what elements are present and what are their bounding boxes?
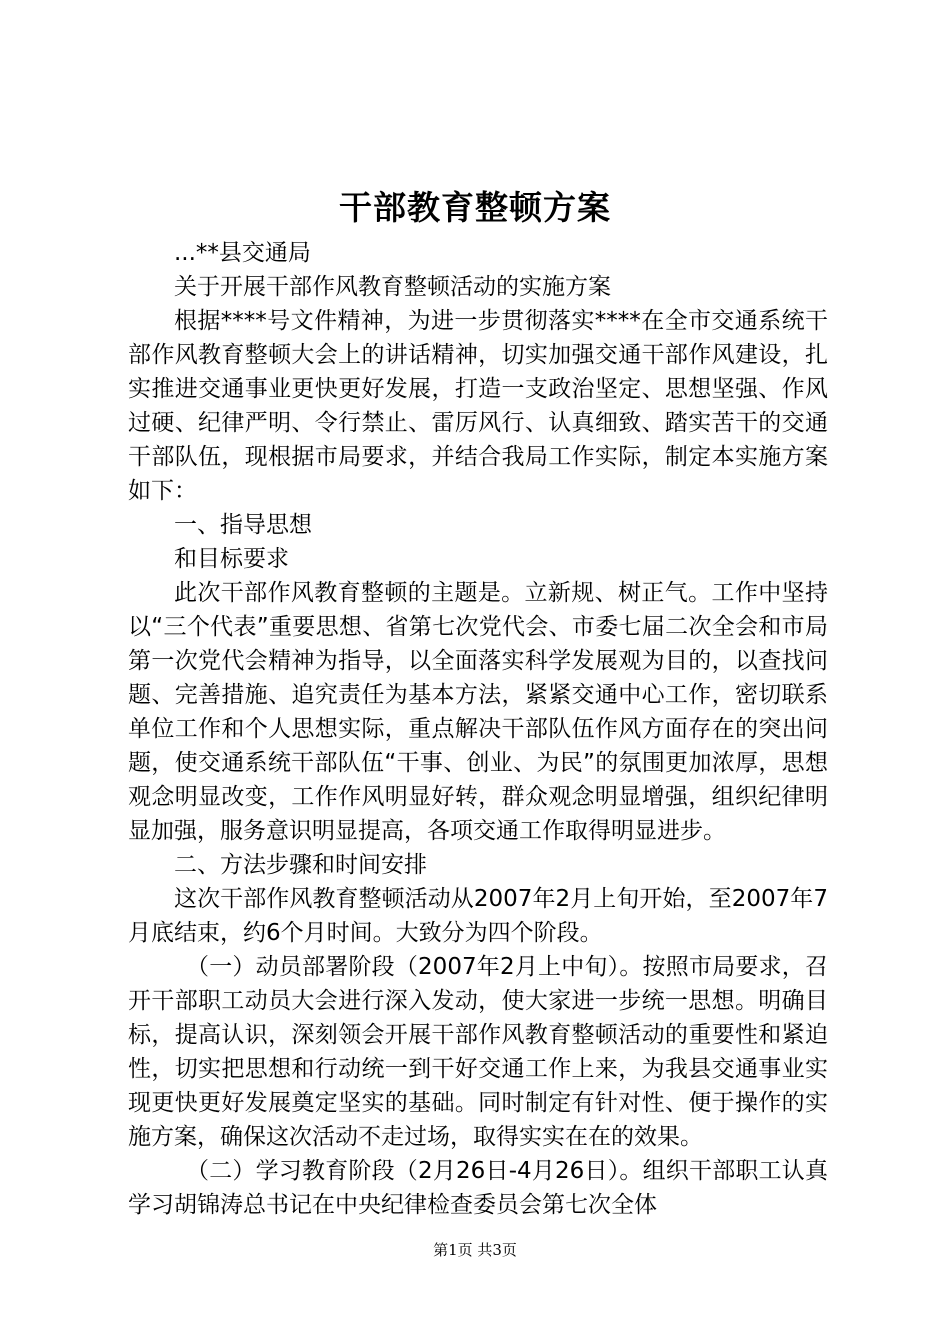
document-title: 干部教育整顿方案 — [339, 188, 611, 227]
phase-2-paragraph: （二）学习教育阶段（2月26日-4月26日）。组织干部职工认真学习胡锦涛总书记在中央纪律检查委员会第七次全体 — [128, 1158, 828, 1218]
section-heading-1: 一、指导思想 — [174, 512, 312, 538]
page-footer: 第1页 共3页 — [433, 1241, 517, 1259]
guiding-paragraph: 此次干部作风教育整顿的主题是。立新规、树正气。工作中坚持以“三个代表”重要思想、省第七次党代会、市委七届二次全会和市局第一次党代会精神为指导，以全面落实科学发展观为目的，以查找问题、完善措施、追究责任为基本方法，紧紧交通中心工作，密切联系单位工作和个人思想实际，重点解决干部队伍作风方面存在的突出问题，使交通系统干部队伍“干事、创业、为民”的氛围更加浓厚，思想观念明显改变，工作作风明显好转，群众观念明显增强，组织纪律明显加强，服务意识明显提高，各项交通工作取得明显进步。 — [128, 580, 828, 844]
schedule-paragraph: 这次干部作风教育整顿活动从2007年2月上旬开始，至2007年7月底结束，约6个月时间。大致分为四个阶段。 — [128, 886, 828, 946]
section-heading-1-continued: 和目标要求 — [174, 546, 289, 572]
phase-1-paragraph: （一）动员部署阶段（2007年2月上中旬）。按照市局要求，召开干部职工动员大会进行深入发动，使大家进一步统一思想。明确目标，提高认识，深刻领会开展干部作风教育整顿活动的重要性和紧迫性，切实把思想和行动统一到干好交通工作上来，为我县交通事业实现更快更好发展奠定坚实的基础。同时制定有针对性、便于操作的实施方案，确保这次活动不走过场，取得实实在在的效果。 — [128, 954, 828, 1150]
document-body — [128, 236, 828, 1222]
intro-paragraph: 根据****号文件精神，为进一步贯彻落实****在全市交通系统干部作风教育整顿大会上的讲话精神，切实加强交通干部作风建设，扎实推进交通事业更快更好发展，打造一支政治坚定、思想坚强、作风过硬、纪律严明、令行禁止、雷厉风行、认真细致、踏实苦干的交通干部队伍，现根据市局要求，并结合我局工作实际，制定本实施方案如下： — [128, 308, 828, 504]
subtitle-line: 关于开展干部作风教育整顿活动的实施方案 — [174, 274, 611, 300]
issuer-line: ...**县交通局 — [174, 240, 311, 266]
section-heading-2: 二、方法步骤和时间安排 — [174, 852, 427, 878]
